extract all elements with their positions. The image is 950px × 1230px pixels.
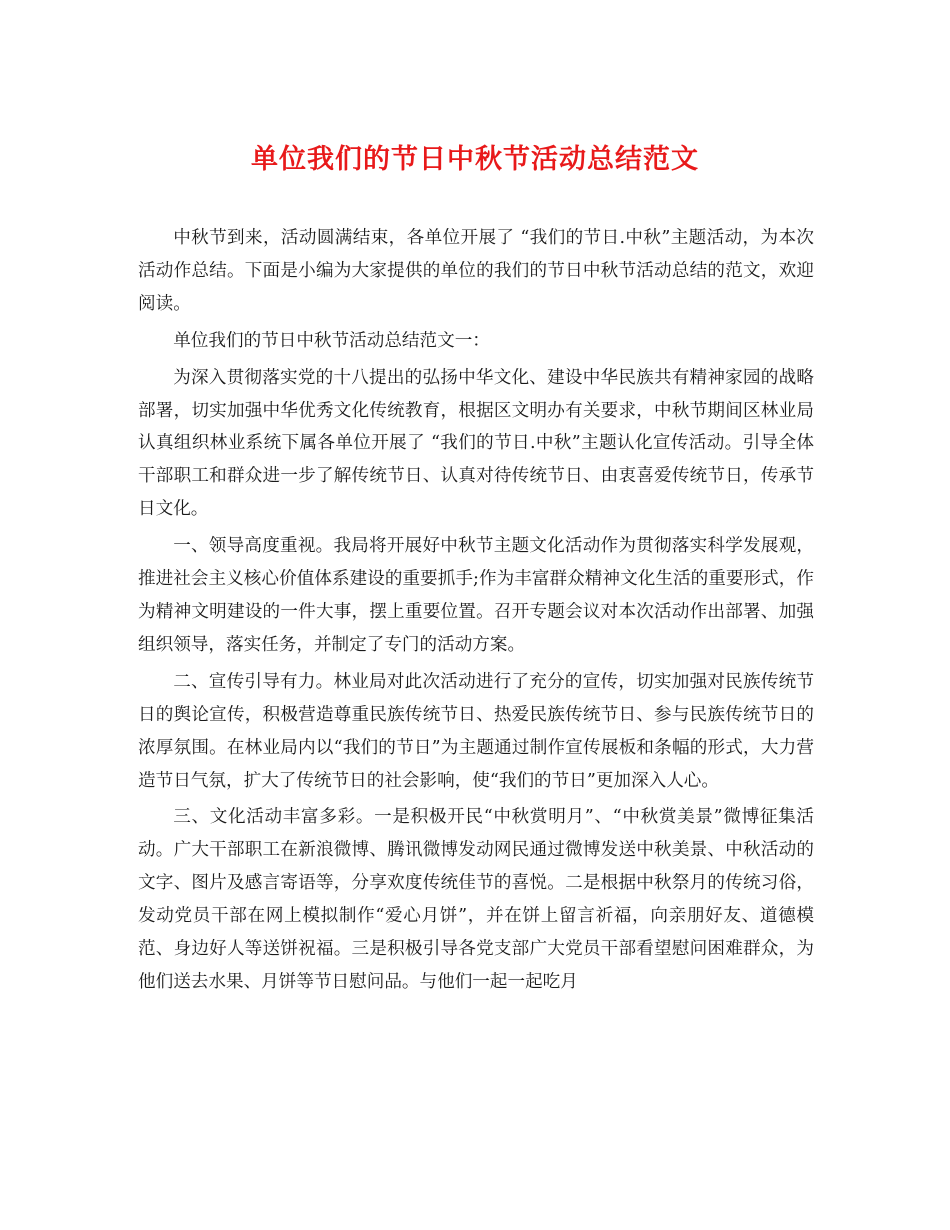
body-paragraph: 为深入贯彻落实党的十八提出的弘扬中华文化、建设中华民族共有精神家园的战略部署，切实加强中华优秀文化传统教育，根据区文明办有关要求，中秋节期间区林业局认真组织林业系统下属各单位开展了 “我们的节日.中秋”主题认化宣传活动。引导全体干部职工和群众进一步了解传统节日、认真对待传统节日、由衷喜爱传统节日，传承节日文化。 <box>138 367 814 520</box>
body-paragraph: 一、领导高度重视。我局将开展好中秋节主题文化活动作为贯彻落实科学发展观，推进社会主义核心价值体系建设的重要抓手;作为丰富群众精神文化生活的重要形式，作为精神文明建设的一件大事，摆上重要位置。召开专题会议对本次活动作出部署、加强组织领导，落实任务，并制定了专门的活动方案。 <box>138 536 814 655</box>
intro-paragraph: 中秋节到来，活动圆满结束，各单位开展了 “我们的节日.中秋”主题活动，为本次活动作总结。下面是小编为大家提供的单位的我们的节日中秋节活动总结的范文，欢迎阅读。 <box>138 228 814 314</box>
body-paragraph: 三、文化活动丰富多彩。一是积极开民“中秋赏明月”、“中秋赏美景”微博征集活动。广大干部职工在新浪微博、腾讯微博发动网民通过微博发送中秋美景、中秋活动的文字、图片及感言寄语等，分享欢度传统佳节的喜悦。二是根据中秋祭月的传统习俗，发动党员干部在网上模拟制作“爱心月饼”，并在饼上留言祈福，向亲朋好友、道德模范、身边好人等送饼祝福。三是积极引导各党支部广大党员干部看望慰问困难群众，为他们送去水果、月饼等节日慰问品。与他们一起一起吃月 <box>138 807 814 992</box>
section-heading: 单位我们的节日中秋节活动总结范文一： <box>173 330 490 351</box>
document-title: 单位我们的节日中秋节活动总结范文 <box>251 144 699 175</box>
body-paragraph: 二、宣传引导有力。林业局对此次活动进行了充分的宣传，切实加强对民族传统节日的舆论宣传，积极营造尊重民族传统节日、热爱民族传统节日、参与民族传统节日的浓厚氛围。在林业局内以“我们的节日”为主题通过制作宣传展板和条幅的形式，大力营造节日气氛，扩大了传统节日的社会影响，使“我们的节日”更加深入人心。 <box>138 671 814 791</box>
document-body <box>138 222 814 1003</box>
